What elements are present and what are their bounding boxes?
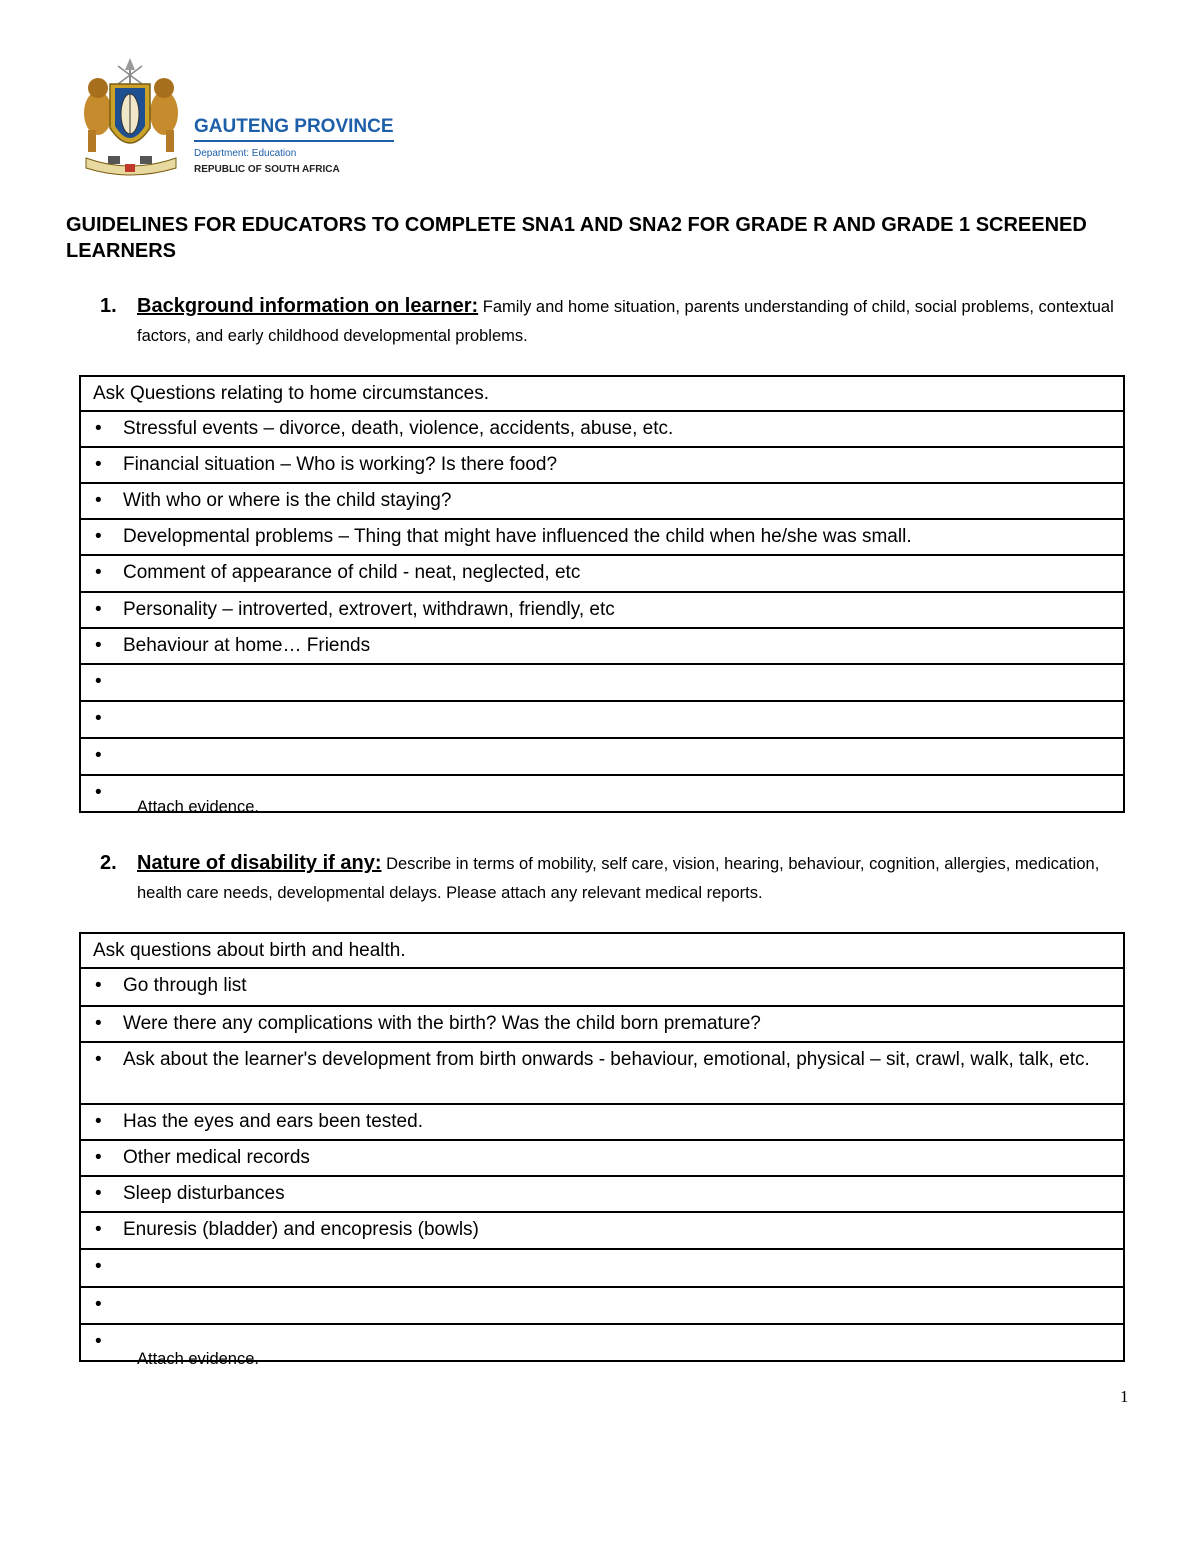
table-row-cell[interactable] (80, 1006, 1124, 1042)
table-row-cell[interactable] (80, 1042, 1124, 1104)
logo-province-name: GAUTENG PROVINCE (194, 116, 394, 142)
table-row-cell[interactable] (80, 555, 1124, 592)
table-row-cell[interactable] (80, 738, 1124, 775)
row-text: Financial situation – Who is working? Is there food? (123, 454, 558, 475)
table-row-cell[interactable] (80, 1249, 1124, 1287)
table-row-cell[interactable] (80, 1287, 1124, 1324)
section-1-table (79, 375, 1125, 813)
row-text: Personality – introverted, extrovert, withdrawn, friendly, etc (123, 599, 615, 620)
table-row (80, 555, 1124, 592)
row-text: With who or where is the child staying? (123, 490, 452, 511)
bullet-icon: • (95, 1294, 102, 1315)
bullet-icon: • (95, 1219, 102, 1240)
table-row-cell[interactable] (80, 483, 1124, 519)
table-row (80, 1042, 1124, 1104)
bullet-icon: • (95, 1147, 102, 1168)
bullet-icon: • (95, 1111, 102, 1132)
section-2-table (79, 932, 1125, 1362)
table-row (80, 592, 1124, 628)
table-row (80, 738, 1124, 775)
logo-text-block (194, 116, 394, 176)
gauteng-logo (78, 58, 394, 188)
row-text: Go through list (123, 975, 247, 996)
row-text: Were there any complications with the birth? Was the child born premature? (123, 1013, 761, 1034)
row-text: Behaviour at home… Friends (123, 635, 371, 656)
table-row (80, 1249, 1124, 1287)
bullet-icon: • (95, 526, 102, 547)
row-text: Comment of appearance of child - neat, neglected, etc (123, 562, 581, 583)
bullet-icon: • (95, 1049, 102, 1070)
table-row (80, 628, 1124, 664)
row-text: Has the eyes and ears been tested. (123, 1111, 423, 1132)
document-title: GUIDELINES FOR EDUCATORS TO COMPLETE SNA1 AND SNA2 FOR GRADE R AND GRADE 1 SCREENED LEARNERS (66, 214, 1087, 262)
bullet-icon: • (95, 708, 102, 729)
section-1-heading (100, 292, 1140, 351)
bullet-icon: • (95, 745, 102, 766)
table-row (80, 1006, 1124, 1042)
table-row (80, 1212, 1124, 1249)
page-number: 1 (1120, 1387, 1129, 1406)
bullet-icon: • (95, 490, 102, 511)
table-row (80, 1176, 1124, 1212)
bullet-icon: • (95, 635, 102, 656)
table-row-cell[interactable] (80, 411, 1124, 447)
row-text: Other medical records (123, 1147, 310, 1168)
table-row-cell[interactable] (80, 519, 1124, 555)
bullet-icon: • (95, 671, 102, 692)
row-text: Enuresis (bladder) and encopresis (bowls) (123, 1219, 479, 1240)
bullet-icon: • (95, 1013, 102, 1034)
logo-country: REPUBLIC OF SOUTH AFRICA (194, 164, 340, 175)
table-row (80, 968, 1124, 1006)
table-header-row (80, 933, 1124, 968)
bullet-icon: • (95, 1256, 102, 1277)
row-text: Ask about the learner's development from birth onwards - behaviour, emotional, physical – sit, crawl, walk, talk, etc. (123, 1049, 1090, 1070)
bullet-icon: • (95, 975, 102, 996)
section-2-heading (100, 849, 1140, 908)
bullet-icon: • (95, 599, 102, 620)
section-2-number: 2. (100, 852, 117, 874)
table-header-cell: Ask questions about birth and health. (80, 933, 1124, 968)
table-row (80, 664, 1124, 701)
table-row (80, 1104, 1124, 1140)
table-row (80, 411, 1124, 447)
coat-of-arms-icon (78, 58, 190, 182)
row-text: Developmental problems – Thing that might have influenced the child when he/she was small. (123, 526, 912, 547)
table-row-cell[interactable] (80, 701, 1124, 738)
table-header-cell: Ask Questions relating to home circumstances. (80, 376, 1124, 411)
table-header-row (80, 376, 1124, 411)
section-2-attach-note: Attach evidence. (137, 1350, 259, 1368)
table-row-cell[interactable] (80, 592, 1124, 628)
table-row-cell[interactable] (80, 1212, 1124, 1249)
table-row (80, 701, 1124, 738)
bullet-icon: • (95, 782, 102, 803)
section-1-description: Family and home situation, parents understanding of child, social problems, contextual factors, and early childhood developmental problems. (137, 298, 1114, 345)
table-row-cell[interactable] (80, 664, 1124, 701)
bullet-icon: • (95, 562, 102, 583)
table-row-cell[interactable] (80, 1176, 1124, 1212)
table-row (80, 519, 1124, 555)
section-1-number: 1. (100, 295, 117, 317)
row-text: Sleep disturbances (123, 1183, 285, 1204)
section-2-label: Nature of disability if any: (137, 852, 382, 874)
table-row-cell[interactable] (80, 628, 1124, 664)
table-row-cell[interactable] (80, 447, 1124, 483)
table-row (80, 1287, 1124, 1324)
row-text: Stressful events – divorce, death, violence, accidents, abuse, etc. (123, 418, 674, 439)
table-row (80, 483, 1124, 519)
table-row-cell[interactable] (80, 1140, 1124, 1176)
table-row (80, 447, 1124, 483)
bullet-icon: • (95, 418, 102, 439)
section-1-label: Background information on learner: (137, 295, 479, 317)
section-1-attach-note: Attach evidence. (137, 798, 259, 816)
bullet-icon: • (95, 1183, 102, 1204)
logo-department: Department: Education (194, 148, 297, 159)
table-row-cell[interactable] (80, 968, 1124, 1006)
bullet-icon: • (95, 1331, 102, 1352)
section-2-description: Describe in terms of mobility, self care, vision, hearing, behaviour, cognition, allergies, medication, health care needs, developmental delays. Please attach any relevant medical reports. (137, 855, 1100, 902)
table-row (80, 1140, 1124, 1176)
table-row-cell[interactable] (80, 1104, 1124, 1140)
bullet-icon: • (95, 454, 102, 475)
